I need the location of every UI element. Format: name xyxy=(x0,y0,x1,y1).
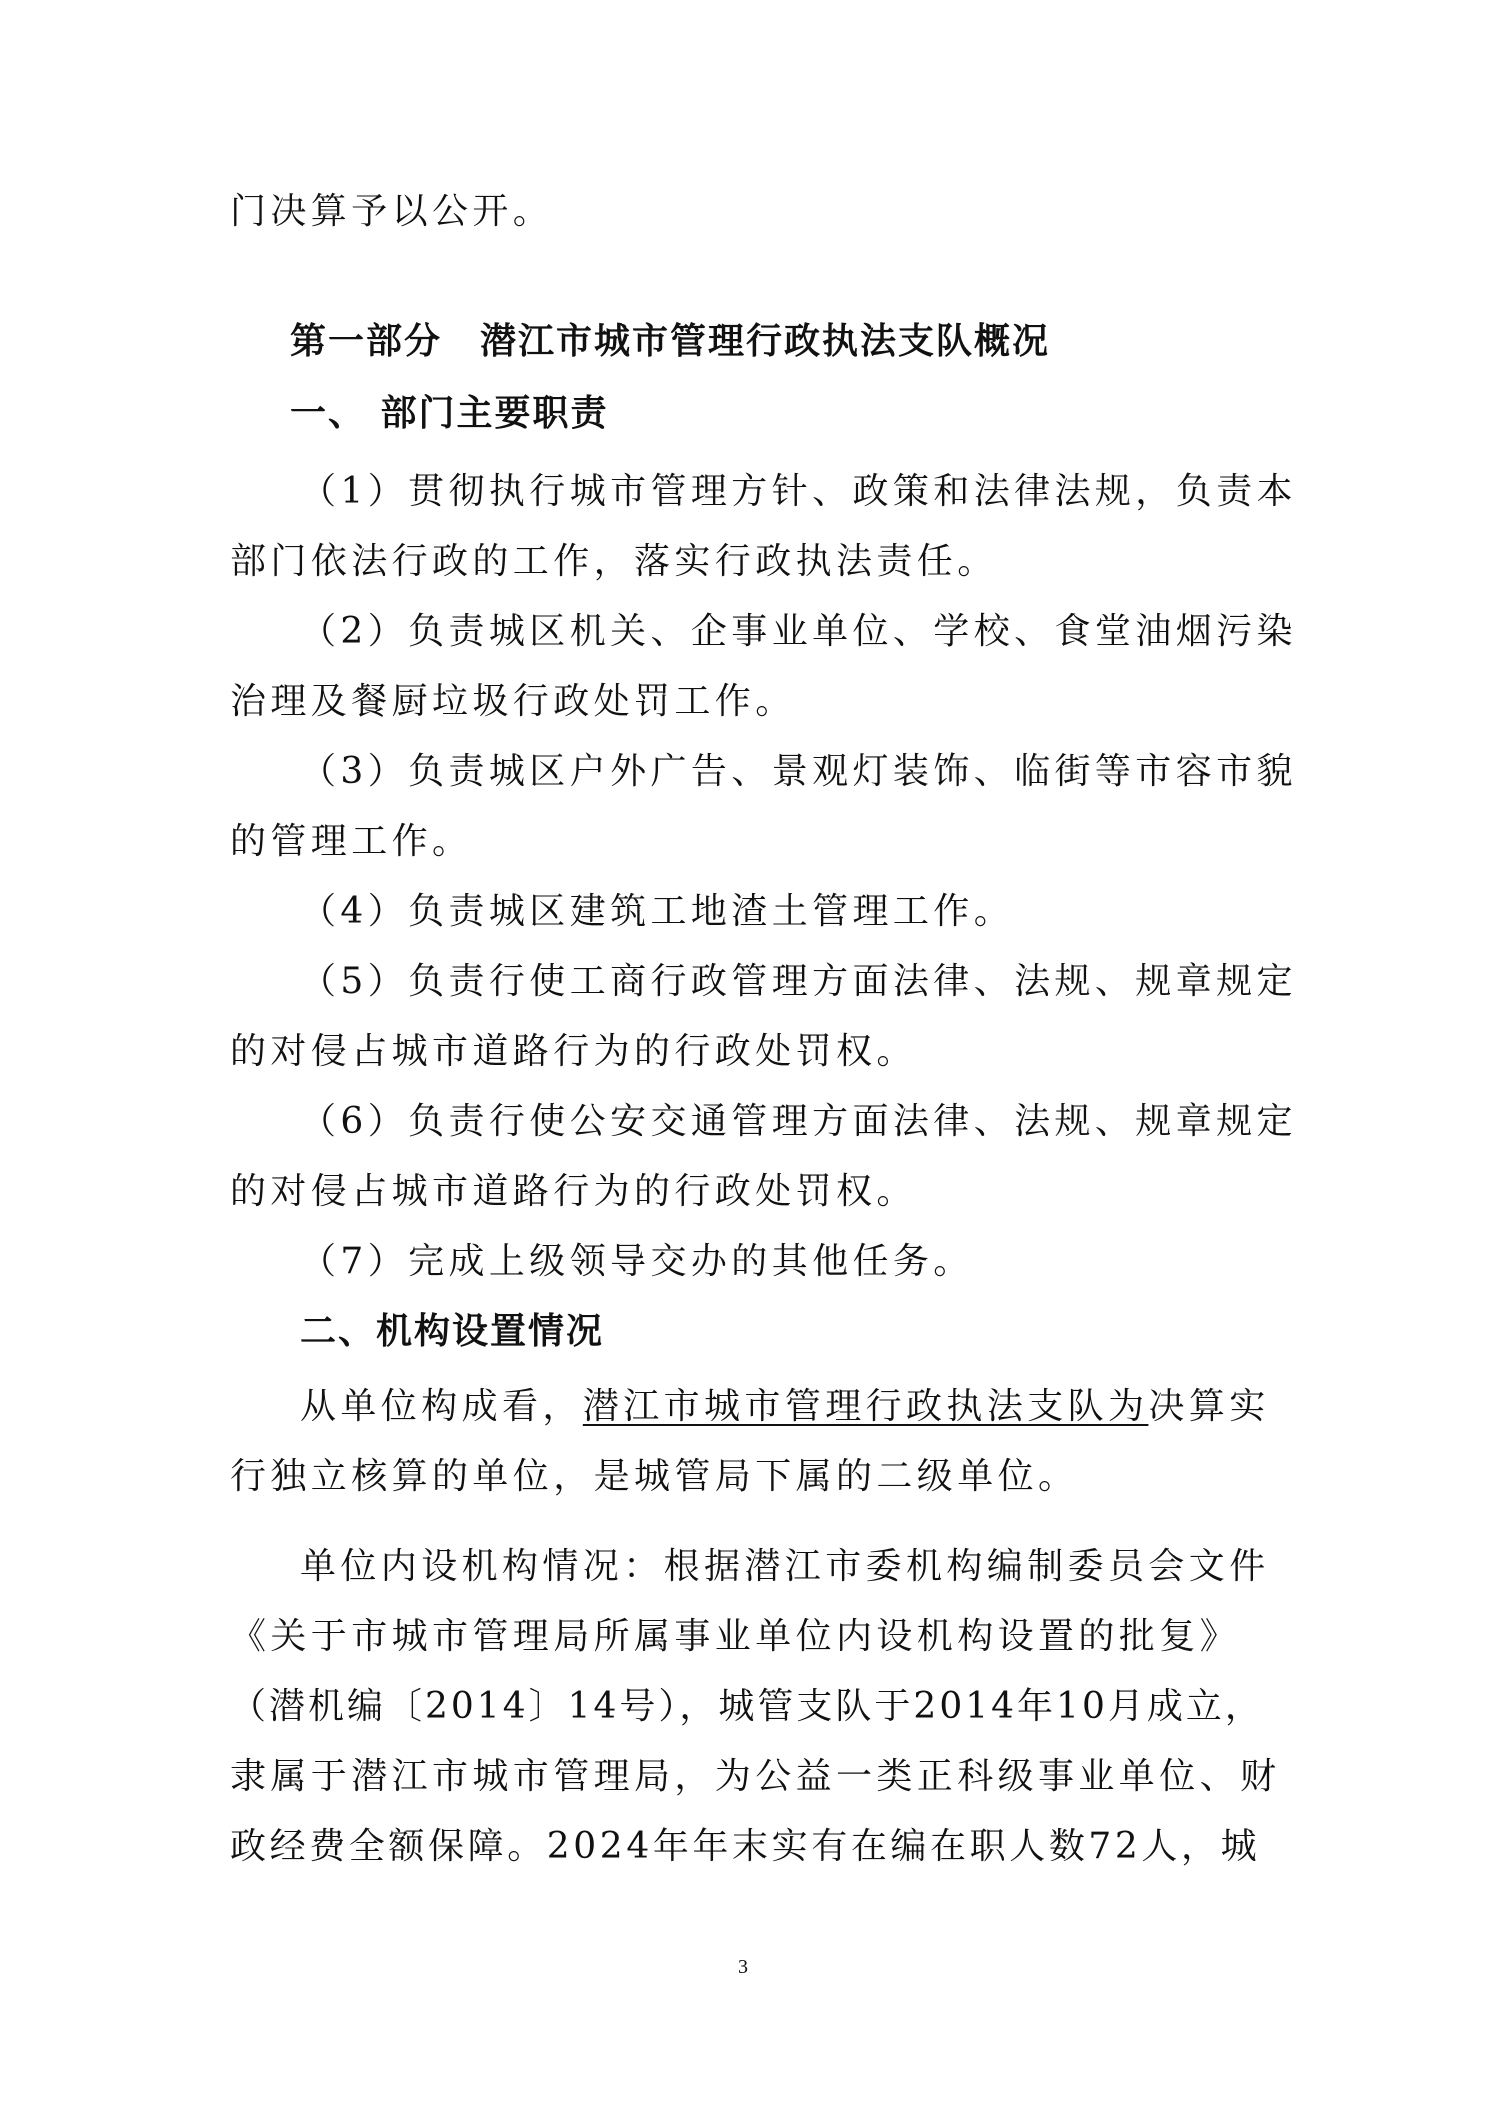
organization-text-end: 决算实 xyxy=(1148,1386,1270,1427)
section-heading-part-one: 第一部分 潜江市城市管理行政执法支队概况 xyxy=(290,321,1051,362)
organization-text-start: 从单位构成看， xyxy=(300,1386,583,1427)
paragraph-continuation: 门决算予以公开。 xyxy=(230,191,554,232)
duty-item-3-line-2: 的管理工作。 xyxy=(230,821,473,862)
page-number: 3 xyxy=(738,1956,748,1978)
internal-structure-line-3: （潜机编〔2014〕14号），城管支队于2014年10月成立， xyxy=(230,1686,1264,1727)
subheading-main-duties: 一、 部门主要职责 xyxy=(290,393,609,434)
duty-item-3-line-1: （3）负责城区户外广告、景观灯装饰、临街等市容市貌 xyxy=(300,751,1297,792)
duty-item-5-line-2: 的对侵占城市道路行为的行政处罚权。 xyxy=(230,1031,917,1072)
internal-structure-line-4: 隶属于潜江市城市管理局，为公益一类正科级事业单位、财 xyxy=(230,1756,1281,1797)
duty-item-7: （7）完成上级领导交办的其他任务。 xyxy=(300,1241,974,1282)
organization-paragraph-line-1 xyxy=(300,1385,1270,1429)
duty-item-5-line-1: （5）负责行使工商行政管理方面法律、法规、规章规定 xyxy=(300,961,1297,1002)
duty-item-1-line-1: （1）贯彻执行城市管理方针、政策和法律法规，负责本 xyxy=(300,471,1297,512)
underlined-unit-name: 潜江市城市管理行政执法支队为 xyxy=(582,1386,1149,1427)
duty-item-2-line-2: 治理及餐厨垃圾行政处罚工作。 xyxy=(230,681,796,722)
subheading-organization: 二、机构设置情况 xyxy=(300,1311,605,1352)
organization-paragraph-line-2: 行独立核算的单位，是城管局下属的二级单位。 xyxy=(230,1456,1079,1497)
duty-item-1-line-2: 部门依法行政的工作，落实行政执法责任。 xyxy=(230,541,998,582)
duty-item-2-line-1: （2）负责城区机关、企事业单位、学校、食堂油烟污染 xyxy=(300,611,1297,652)
duty-item-4: （4）负责城区建筑工地渣土管理工作。 xyxy=(300,891,1015,932)
internal-structure-line-5: 政经费全额保障。2024年年末实有在编在职人数72人，城 xyxy=(230,1826,1261,1867)
duty-item-6-line-1: （6）负责行使公安交通管理方面法律、法规、规章规定 xyxy=(300,1101,1297,1142)
duty-item-6-line-2: 的对侵占城市道路行为的行政处罚权。 xyxy=(230,1171,917,1212)
internal-structure-line-2: 《关于市城市管理局所属事业单位内设机构设置的批复》 xyxy=(230,1616,1241,1657)
internal-structure-line-1: 单位内设机构情况：根据潜江市委机构编制委员会文件 xyxy=(300,1546,1270,1587)
